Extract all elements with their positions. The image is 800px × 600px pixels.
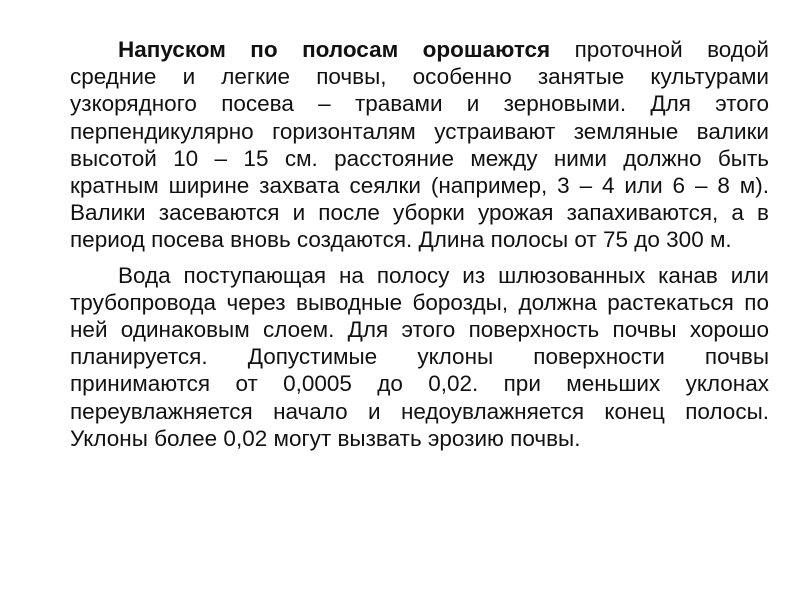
paragraph-text: проточной водой средние и легкие почвы, особенно занятые культурами узкорядного посева – травами и зерновыми. Для этого перпендикулярно горизонталям устраивают земляные валики высотой 10 – 15 см. расстояние между ними должно быть кратным ширине захвата сеялки (например, 3 – 4 или 6 – 8 м). Валики засеваются и после уборки урожая запахиваются, а в период посева вновь создаются. Длина полосы от 75 до 300 м. (70, 37, 769, 253)
slide-body-text (70, 36, 769, 452)
paragraph-lead-bold: Напуском по полосам орошаются (118, 37, 551, 62)
paragraph-strip-irrigation (70, 36, 769, 254)
paragraph-text: Вода поступающая на полосу из шлюзованных канав или трубопровода через выводные борозды, должна растекаться по ней одинаковым слоем. Для этого поверхность почвы хорошо планируется. Допустимые уклоны поверхности почвы принимаются от 0,0005 до 0,02. при меньших уклонах переувлажняется начало и недоувлажняется конец полосы. Уклоны более 0,02 могут вызвать эрозию почвы. (70, 262, 769, 451)
paragraph-water-distribution (70, 262, 769, 452)
